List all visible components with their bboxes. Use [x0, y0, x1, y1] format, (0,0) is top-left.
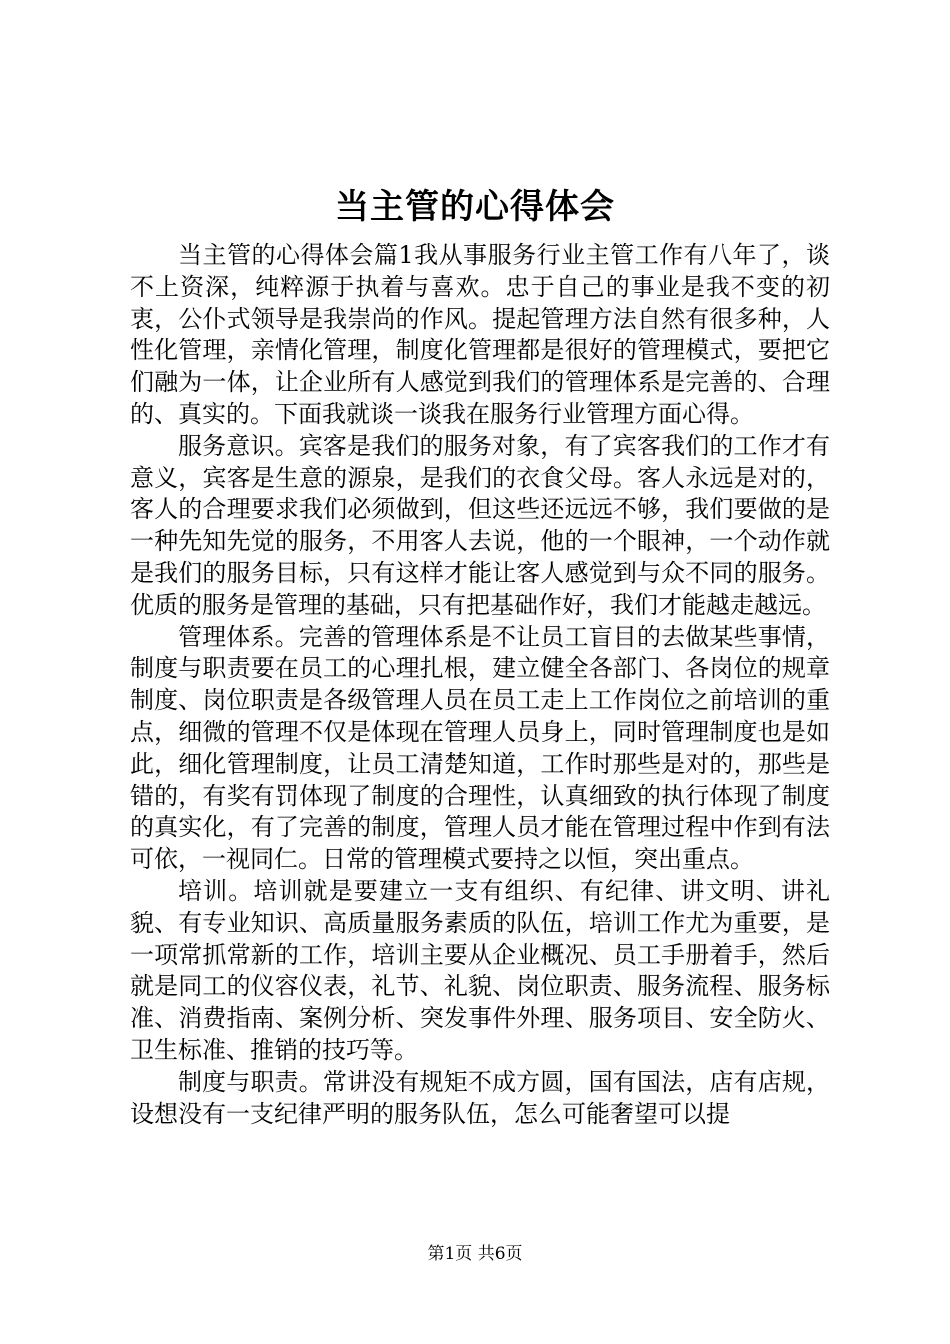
paragraph: 制度与职责。常讲没有规矩不成方圆，国有国法，店有店规，设想没有一支纪律严明的服务队伍，怎么可能奢望可以提	[130, 1067, 830, 1128]
paragraph: 培训。培训就是要建立一支有组织、有纪律、讲文明、讲礼貌、有专业知识、高质量服务素质的队伍，培训工作尤为重要，是一项常抓常新的工作，培训主要从企业概况、员工手册着手，然后就是同工的仪容仪表，礼节、礼貌、岗位职责、服务流程、服务标准、消费指南、案例分析、突发事件外理、服务项目、安全防火、卫生标准、推销的技巧等。	[130, 876, 830, 1064]
paragraph: 当主管的心得体会篇1我从事服务行业主管工作有八年了，谈不上资深，纯粹源于执着与喜欢。忠于自己的事业是我不变的初衷，公仆式领导是我崇尚的作风。提起管理方法自然有很多种，人性化管理，亲情化管理，制度化管理都是很好的管理模式，要把它们融为一体，让企业所有人感觉到我们的管理体系是完善的、合理的、真实的。下面我就谈一谈我在服务行业管理方面心得。	[130, 241, 830, 428]
document-title: 当主管的心得体会	[335, 187, 615, 227]
page-footer: 第1页 共6页	[427, 1244, 523, 1264]
paragraph: 管理体系。完善的管理体系是不让员工盲目的去做某些事情，制度与职责要在员工的心理扎根，建立健全各部门、各岗位的规章制度、岗位职责是各级管理人员在员工走上工作岗位之前培训的重点，细微的管理不仅是体现在管理人员身上，同时管理制度也是如此，细化管理制度，让员工清楚知道，工作时那些是对的，那些是错的，有奖有罚体现了制度的合理性，认真细致的执行体现了制度的真实化，有了完善的制度，管理人员才能在管理过程中作到有法可依，一视同仁。日常的管理模式要持之以恒，突出重点。	[130, 622, 830, 874]
document-body	[130, 240, 830, 1130]
paragraph: 服务意识。宾客是我们的服务对象，有了宾客我们的工作才有意义，宾客是生意的源泉，是我们的衣食父母。客人永远是对的，客人的合理要求我们必须做到，但这些还远远不够，我们要做的是一种先知先觉的服务，不用客人去说，他的一个眼神，一个动作就是我们的服务目标，只有这样才能让客人感觉到与众不同的服务。优质的服务是管理的基础，只有把基础作好，我们才能越走越远。	[130, 431, 830, 619]
